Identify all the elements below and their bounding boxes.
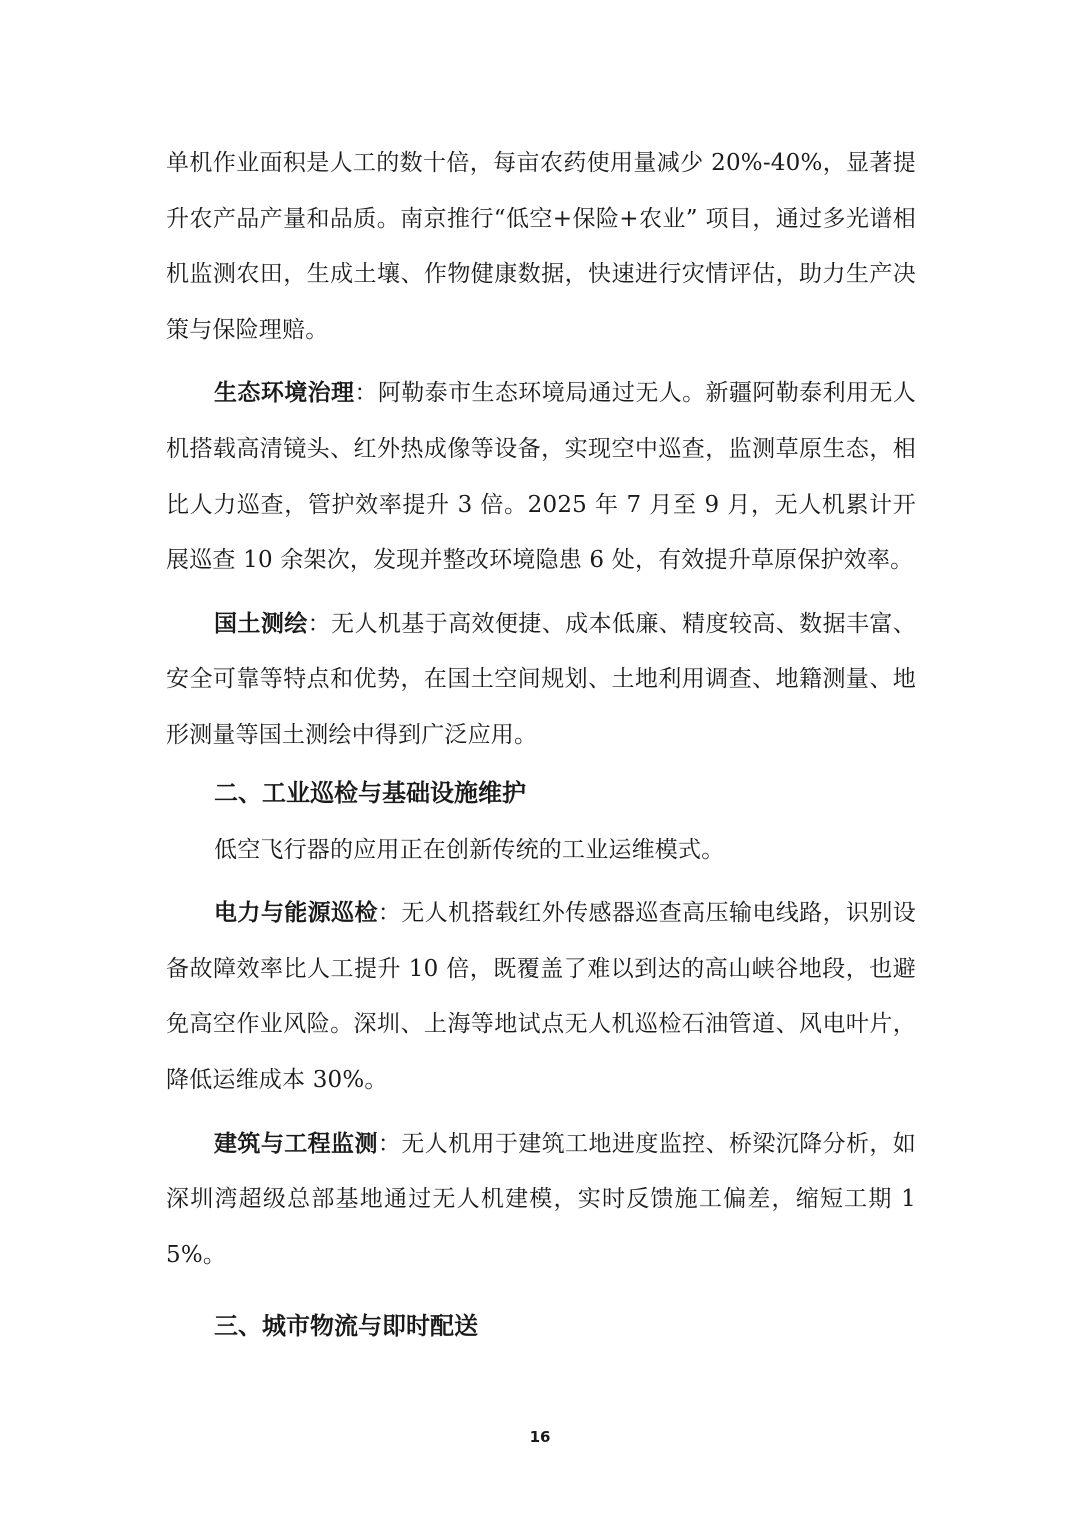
paragraph-surveying bbox=[166, 597, 916, 764]
text-surveying: ：无人机基于高效便捷、成本低廉、精度较高、数据丰富、安全可靠等特点和优势，在国土空间规划、土地利用调查、地籍测量、地形测量等国土测绘中得到广泛应用。 bbox=[166, 610, 916, 748]
text-power-inspection: ：无人机搭载红外传感器巡查高压输电线路，识别设备故障效率比人工提升 10 倍，既覆盖了难以到达的高山峡谷地段，也避免高空作业风险。深圳、上海等地试点无人机巡检石油管道、风电叶片，降低运维成本 30%。 bbox=[166, 900, 916, 1093]
page-number: 16 bbox=[529, 1428, 551, 1446]
lead-construction: 建筑与工程监测 bbox=[214, 1130, 378, 1157]
paragraph-gap bbox=[166, 1109, 916, 1117]
paragraph-power-inspection bbox=[166, 886, 916, 1108]
lead-power-inspection: 电力与能源巡检 bbox=[214, 900, 378, 927]
paragraph-gap bbox=[166, 1283, 916, 1297]
paragraph-gap bbox=[166, 878, 916, 886]
text-ecology: ：阿勒泰市生态环境局通过无人。新疆阿勒泰利用无人机搭载高清镜头、红外热成像等设备，实现空中巡查，监测草原生态，相比人力巡查，管护效率提升 3 倍。2025 年 7 月至 9 月，无人机累计开展巡查 10 余架次，发现并整改环境隐患 6 处，有效提升草原保护效率。 bbox=[166, 380, 916, 574]
paragraph-construction bbox=[166, 1117, 916, 1284]
page-content bbox=[166, 136, 916, 1356]
paragraph-gap bbox=[166, 589, 916, 597]
paragraph-ecology bbox=[166, 366, 916, 588]
lead-ecology: 生态环境治理 bbox=[214, 380, 355, 407]
paragraph-agriculture-continued: 单机作业面积是人工的数十倍，每亩农药使用量减少 20%-40%，显著提升农产品产量和品质。南京推行“低空+保险+农业” 项目，通过多光谱相机监测农田，生成土壤、作物健康数据，快速进行灾情评估，助力生产决策与保险理赔。 bbox=[166, 150, 916, 343]
text-construction: ：无人机用于建筑工地进度监控、桥梁沉降分析，如深圳湾超级总部基地通过无人机建模，实时反馈施工偏差，缩短工期 15%。 bbox=[166, 1130, 916, 1268]
paragraph-industrial-intro: 低空飞行器的应用正在创新传统的工业运维模式。 bbox=[214, 836, 725, 863]
section-heading-industrial: 二、工业巡检与基础设施维护 bbox=[214, 778, 526, 807]
section-heading-logistics: 三、城市物流与即时配送 bbox=[214, 1312, 478, 1341]
lead-surveying: 国土测绘 bbox=[214, 610, 308, 637]
paragraph-gap bbox=[166, 358, 916, 366]
